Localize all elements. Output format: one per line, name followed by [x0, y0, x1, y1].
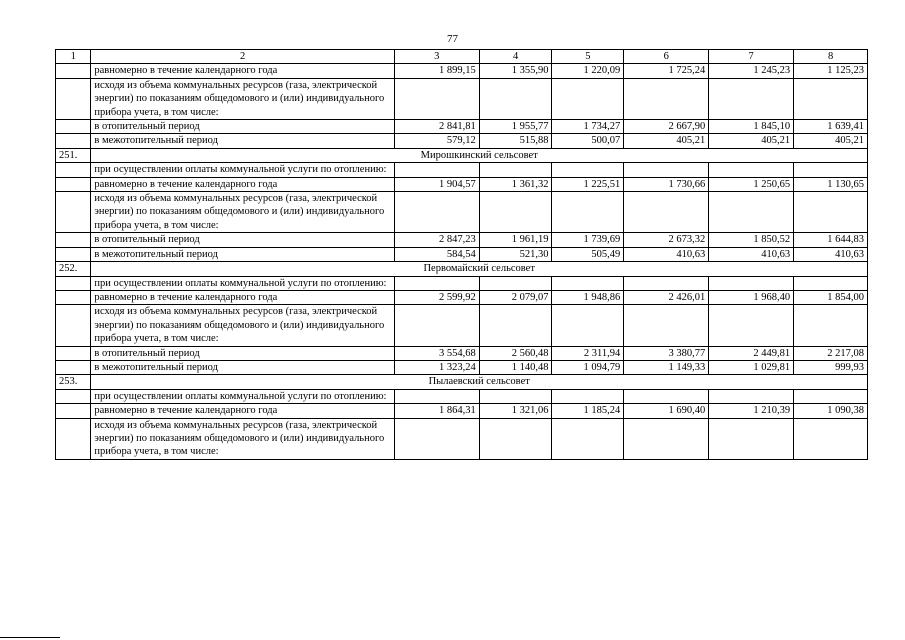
value-cell: [709, 305, 794, 346]
description-cell: исходя из объема коммунальных ресурсов (газа, электрической энергии) по показаниям общедомового и (или) индивидуального прибора учета, в том числе:: [91, 305, 394, 346]
value-cell: [624, 78, 709, 119]
value-cell: 1 739,69: [552, 233, 624, 247]
table-row: [56, 276, 868, 290]
value-cell: [479, 163, 552, 177]
row-number-cell: [56, 78, 91, 119]
value-cell: [479, 418, 552, 459]
value-cell: 405,21: [709, 134, 794, 148]
value-cell: 1 094,79: [552, 360, 624, 374]
description-cell: в отопительный период: [91, 120, 394, 134]
value-cell: [794, 276, 868, 290]
value-cell: 2 449,81: [709, 346, 794, 360]
row-number-cell: [56, 389, 91, 403]
value-cell: 1 210,39: [709, 404, 794, 418]
row-number-cell: [56, 177, 91, 191]
value-cell: [624, 192, 709, 233]
row-number-cell: [56, 163, 91, 177]
value-cell: [479, 78, 552, 119]
section-number: 253.: [56, 375, 91, 389]
value-cell: [552, 389, 624, 403]
value-cell: 1 725,24: [624, 64, 709, 78]
value-cell: [624, 389, 709, 403]
description-cell: в межотопительный период: [91, 134, 394, 148]
value-cell: 1 644,83: [794, 233, 868, 247]
row-number-cell: [56, 290, 91, 304]
row-number-cell: [56, 305, 91, 346]
value-cell: [624, 276, 709, 290]
value-cell: 1 854,00: [794, 290, 868, 304]
value-cell: [394, 78, 479, 119]
value-cell: 1 321,06: [479, 404, 552, 418]
description-cell: исходя из объема коммунальных ресурсов (газа, электрической энергии) по показаниям общедомового и (или) индивидуального прибора учета, в том числе:: [91, 192, 394, 233]
value-cell: 515,88: [479, 134, 552, 148]
description-cell: в межотопительный период: [91, 360, 394, 374]
row-number-cell: [56, 360, 91, 374]
table-row: [56, 290, 868, 304]
value-cell: 3 554,68: [394, 346, 479, 360]
row-number-cell: [56, 233, 91, 247]
section-row: [56, 375, 868, 389]
value-cell: 1 639,41: [794, 120, 868, 134]
value-cell: 584,54: [394, 247, 479, 261]
value-cell: 1 730,66: [624, 177, 709, 191]
value-cell: 2 079,07: [479, 290, 552, 304]
value-cell: [794, 418, 868, 459]
value-cell: 2 217,08: [794, 346, 868, 360]
page-edge-line: [0, 637, 60, 638]
description-cell: при осуществлении оплаты коммунальной услуги по отоплению:: [91, 163, 394, 177]
value-cell: 1 904,57: [394, 177, 479, 191]
value-cell: [394, 389, 479, 403]
value-cell: [394, 418, 479, 459]
value-cell: [794, 192, 868, 233]
value-cell: [552, 276, 624, 290]
value-cell: 1 734,27: [552, 120, 624, 134]
value-cell: 1 185,24: [552, 404, 624, 418]
value-cell: 2 847,23: [394, 233, 479, 247]
value-cell: [394, 276, 479, 290]
value-cell: 1 245,23: [709, 64, 794, 78]
description-cell: равномерно в течение календарного года: [91, 64, 394, 78]
value-cell: [394, 163, 479, 177]
value-cell: [709, 389, 794, 403]
value-cell: [624, 418, 709, 459]
description-cell: исходя из объема коммунальных ресурсов (газа, электрической энергии) по показаниям общедомового и (или) индивидуального прибора учета, в том числе:: [91, 418, 394, 459]
table-row: [56, 64, 868, 78]
value-cell: 1 225,51: [552, 177, 624, 191]
value-cell: 1 864,31: [394, 404, 479, 418]
tariff-table: [55, 49, 868, 460]
value-cell: [794, 78, 868, 119]
value-cell: 410,63: [624, 247, 709, 261]
value-cell: [479, 192, 552, 233]
section-number: 251.: [56, 148, 91, 162]
value-cell: 1 125,23: [794, 64, 868, 78]
row-number-cell: [56, 276, 91, 290]
value-cell: [624, 163, 709, 177]
value-cell: [624, 305, 709, 346]
value-cell: 1 250,65: [709, 177, 794, 191]
value-cell: 1 140,48: [479, 360, 552, 374]
table-row: [56, 233, 868, 247]
section-title: Мирошкинский сельсовет: [91, 148, 868, 162]
table-body: [56, 64, 868, 459]
value-cell: [709, 418, 794, 459]
value-cell: 500,07: [552, 134, 624, 148]
header-row: [56, 50, 868, 64]
value-cell: 405,21: [794, 134, 868, 148]
value-cell: 1 845,10: [709, 120, 794, 134]
table-row: [56, 389, 868, 403]
header-cell: 5: [552, 50, 624, 64]
value-cell: [552, 305, 624, 346]
value-cell: 2 311,94: [552, 346, 624, 360]
description-cell: в межотопительный период: [91, 247, 394, 261]
value-cell: [709, 276, 794, 290]
value-cell: 1 355,90: [479, 64, 552, 78]
table-row: [56, 78, 868, 119]
value-cell: 1 899,15: [394, 64, 479, 78]
row-number-cell: [56, 134, 91, 148]
value-cell: [479, 305, 552, 346]
value-cell: [552, 163, 624, 177]
description-cell: исходя из объема коммунальных ресурсов (газа, электрической энергии) по показаниям общедомового и (или) индивидуального прибора учета, в том числе:: [91, 78, 394, 119]
value-cell: 410,63: [709, 247, 794, 261]
value-cell: [552, 418, 624, 459]
header-cell: 1: [56, 50, 91, 64]
row-number-cell: [56, 404, 91, 418]
value-cell: 1 149,33: [624, 360, 709, 374]
row-number-cell: [56, 64, 91, 78]
section-row: [56, 262, 868, 276]
value-cell: [552, 192, 624, 233]
section-row: [56, 148, 868, 162]
value-cell: 1 850,52: [709, 233, 794, 247]
value-cell: 1 968,40: [709, 290, 794, 304]
header-cell: 8: [794, 50, 868, 64]
row-number-cell: [56, 120, 91, 134]
value-cell: 2 599,92: [394, 290, 479, 304]
value-cell: 999,93: [794, 360, 868, 374]
page-number: 77: [447, 33, 458, 45]
value-cell: 1 130,65: [794, 177, 868, 191]
row-number-cell: [56, 192, 91, 233]
table-row: [56, 163, 868, 177]
value-cell: 2 560,48: [479, 346, 552, 360]
header-cell: 4: [479, 50, 552, 64]
value-cell: [394, 305, 479, 346]
value-cell: 1 955,77: [479, 120, 552, 134]
value-cell: 3 380,77: [624, 346, 709, 360]
value-cell: 1 948,86: [552, 290, 624, 304]
table-row: [56, 192, 868, 233]
value-cell: [552, 78, 624, 119]
table-row: [56, 346, 868, 360]
value-cell: 2 841,81: [394, 120, 479, 134]
value-cell: 1 690,40: [624, 404, 709, 418]
row-number-cell: [56, 418, 91, 459]
table-row: [56, 120, 868, 134]
section-number: 252.: [56, 262, 91, 276]
value-cell: 521,30: [479, 247, 552, 261]
table-row: [56, 418, 868, 459]
description-cell: в отопительный период: [91, 233, 394, 247]
table-row: [56, 360, 868, 374]
row-number-cell: [56, 247, 91, 261]
section-title: Первомайский сельсовет: [91, 262, 868, 276]
value-cell: 1 361,32: [479, 177, 552, 191]
value-cell: [794, 163, 868, 177]
section-title: Пылаевский сельсовет: [91, 375, 868, 389]
table-row: [56, 305, 868, 346]
value-cell: [479, 389, 552, 403]
value-cell: [709, 163, 794, 177]
table-row: [56, 404, 868, 418]
value-cell: [709, 192, 794, 233]
value-cell: [794, 305, 868, 346]
header-cell: 6: [624, 50, 709, 64]
value-cell: [794, 389, 868, 403]
value-cell: 1 220,09: [552, 64, 624, 78]
value-cell: 579,12: [394, 134, 479, 148]
value-cell: 2 673,32: [624, 233, 709, 247]
table-row: [56, 247, 868, 261]
value-cell: 410,63: [794, 247, 868, 261]
table-row: [56, 177, 868, 191]
value-cell: [709, 78, 794, 119]
header-cell: 7: [709, 50, 794, 64]
value-cell: 2 426,01: [624, 290, 709, 304]
header-cell: 2: [91, 50, 394, 64]
value-cell: [479, 276, 552, 290]
value-cell: 1 961,19: [479, 233, 552, 247]
value-cell: 1 029,81: [709, 360, 794, 374]
description-cell: при осуществлении оплаты коммунальной услуги по отоплению:: [91, 389, 394, 403]
description-cell: при осуществлении оплаты коммунальной услуги по отоплению:: [91, 276, 394, 290]
value-cell: 405,21: [624, 134, 709, 148]
value-cell: [394, 192, 479, 233]
description-cell: равномерно в течение календарного года: [91, 290, 394, 304]
description-cell: в отопительный период: [91, 346, 394, 360]
value-cell: 2 667,90: [624, 120, 709, 134]
value-cell: 1 323,24: [394, 360, 479, 374]
header-cell: 3: [394, 50, 479, 64]
table-row: [56, 134, 868, 148]
value-cell: 505,49: [552, 247, 624, 261]
row-number-cell: [56, 346, 91, 360]
value-cell: 1 090,38: [794, 404, 868, 418]
description-cell: равномерно в течение календарного года: [91, 177, 394, 191]
description-cell: равномерно в течение календарного года: [91, 404, 394, 418]
